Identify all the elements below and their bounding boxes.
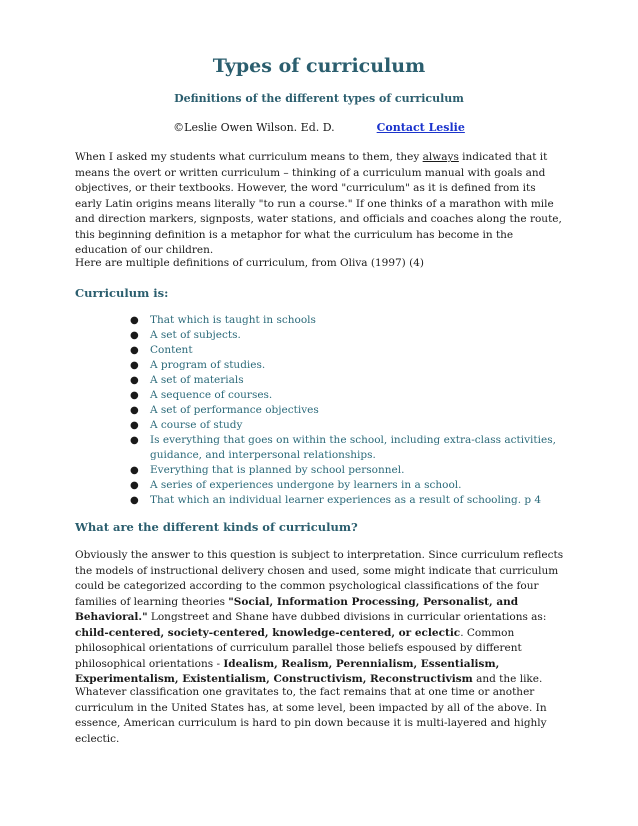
- list-item: [108, 313, 558, 328]
- kinds-text-2: Longstreet and Shane have dubbed divisions in curricular orientations as:: [147, 611, 547, 623]
- bullet-icon: ●: [130, 465, 139, 476]
- bullet-icon: ●: [130, 480, 139, 491]
- list-item-text: Content: [150, 344, 193, 356]
- intro-underlined-word: always: [422, 151, 459, 163]
- list-item-text: A series of experiences undergone by learners in a school.: [150, 479, 462, 491]
- list-item-text: Everything that is planned by school personnel.: [150, 464, 405, 476]
- list-item: [108, 373, 558, 388]
- bullet-icon: ●: [130, 495, 139, 506]
- list-item: [108, 328, 558, 343]
- list-item-text: A program of studies.: [150, 359, 266, 371]
- list-item-text: A course of study: [150, 419, 243, 431]
- bullet-icon: ●: [130, 390, 139, 401]
- bullet-icon: ●: [130, 405, 139, 416]
- author-name: ©Leslie Owen Wilson. Ed. D.: [173, 121, 335, 134]
- kinds-text-1: Obviously the answer to this question is subject to interpretation. Since curriculum reflects the models of instructional delivery chosen and used, some might indicate that curriculum could be categorized according to the common psychological classifications of the four families of learning theories: [75, 549, 564, 608]
- list-item: [108, 388, 558, 403]
- list-item-text: A set of materials: [150, 374, 244, 386]
- kinds-bold-1: "Social, Information Processing, Personalist, and Behavioral.": [75, 595, 519, 623]
- bullet-icon: ●: [130, 345, 139, 356]
- list-item: [108, 493, 558, 508]
- bullet-icon: ●: [130, 360, 139, 371]
- kinds-heading: What are the different kinds of curriculum?: [75, 520, 358, 534]
- kinds-bold-3: Idealism, Realism, Perennialism, Essentialism, Experimentalism, Existentialism, Constructivism, Reconstructivism: [75, 657, 500, 685]
- curriculum-is-heading: Curriculum is:: [75, 286, 169, 300]
- kinds-bold-2: child-centered, society-centered, knowledge-centered, or eclectic: [75, 626, 461, 639]
- bullet-icon: ●: [130, 315, 139, 326]
- list-item: [108, 463, 558, 478]
- intro-text-1: When I asked my students what curriculum means to them, they: [75, 151, 423, 163]
- author-line: [0, 121, 638, 134]
- list-item-text: That which an individual learner experiences as a result of schooling. p 4: [150, 494, 542, 506]
- definitions-list: [108, 313, 558, 508]
- page-title: Types of curriculum: [212, 55, 426, 77]
- bullet-icon: ●: [130, 420, 139, 431]
- list-item: [108, 358, 558, 373]
- closing-paragraph: Whatever classification one gravitates to, the fact remains that at one time or another curriculum in the United States has, at some level, been impacted by all of the above. In essence, American curriculum is hard to pin down because it is multi-layered and highly eclectic.: [75, 686, 547, 745]
- list-item-text: A sequence of courses.: [150, 389, 273, 401]
- page-subtitle: Definitions of the different types of curriculum: [174, 92, 464, 105]
- list-item: [108, 403, 558, 418]
- list-item-text: That which is taught in schools: [150, 314, 316, 326]
- list-item-text: Is everything that goes on within the school, including extra-class activities, guidance, and interpersonal relationships.: [150, 434, 556, 461]
- list-item-text: A set of performance objectives: [150, 404, 319, 416]
- list-item: [108, 343, 558, 358]
- list-item: [108, 478, 558, 493]
- intro-paragraph: [75, 150, 565, 259]
- bullet-icon: ●: [130, 330, 139, 341]
- oliva-paragraph: Here are multiple definitions of curriculum, from Oliva (1997) (4): [75, 257, 424, 269]
- bullet-icon: ●: [130, 375, 139, 386]
- intro-text-2: indicated that it means the overt or written curriculum – thinking of a curriculum manual with goals and objectives, or their textbooks. However, the word "curriculum" as it is defined from its early Latin origins means literally "to run a course." If one thinks of a marathon with mile and direction markers, signposts, water stations, and officials and coaches along the route, this beginning definition is a metaphor for what the curriculum has become in the education of our children.: [75, 151, 562, 256]
- list-item-text: A set of subjects.: [150, 329, 241, 341]
- list-item: [108, 418, 558, 433]
- bullet-icon: ●: [130, 435, 139, 446]
- kinds-text-4: and the like.: [472, 673, 543, 685]
- list-item: [108, 433, 558, 463]
- kinds-paragraph: [75, 548, 565, 688]
- contact-leslie-link[interactable]: Contact Leslie: [376, 121, 465, 134]
- kinds-text-3: . Common philosophical orientations of curriculum parallel those beliefs espoused by different philosophical orientations -: [75, 626, 522, 670]
